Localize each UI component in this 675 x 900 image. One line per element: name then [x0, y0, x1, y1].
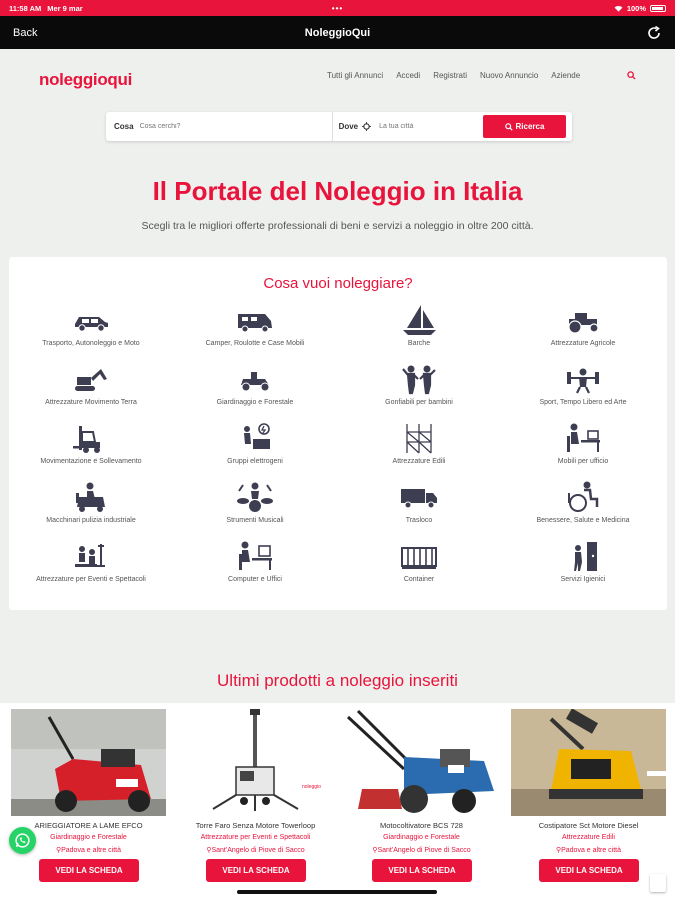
- category-musicali[interactable]: Strumenti Musicali: [173, 481, 337, 524]
- scaffold-icon: [399, 422, 439, 454]
- category-mobili-ufficio[interactable]: Mobili per ufficio: [501, 422, 665, 465]
- product-name: Torre Faro Senza Motore Towerloop: [195, 821, 316, 830]
- app-nav-bar: [0, 16, 675, 49]
- category-trasloco[interactable]: Trasloco: [337, 481, 501, 524]
- product-image[interactable]: [511, 709, 666, 816]
- excavator-icon: [71, 363, 111, 395]
- drums-icon: [235, 481, 275, 513]
- location-target-icon[interactable]: [362, 122, 371, 131]
- tractor-icon: [563, 304, 603, 336]
- weights-icon: [563, 363, 603, 395]
- vedi-scheda-button[interactable]: VEDI LA SCHEDA: [39, 859, 139, 882]
- category-barche[interactable]: Barche: [337, 304, 501, 347]
- pin-icon: ⚲: [555, 847, 562, 854]
- nav-title: NoleggioQui: [304, 26, 371, 39]
- battery-percent: 100%: [626, 3, 646, 13]
- product-name: ARIEGGIATORE A LAME EFCO: [34, 821, 143, 830]
- whatsapp-icon: [14, 832, 31, 849]
- top-menu: [327, 71, 593, 80]
- category-camper[interactable]: Camper, Roulotte e Case Mobili: [173, 304, 337, 347]
- product-name: Costipatore Sct Motore Diesel: [538, 821, 639, 830]
- product-location: ⚲Sant'Angelo di Piove di Sacco: [372, 847, 471, 854]
- cleaning-machine-icon: [71, 481, 111, 513]
- search-divider: [332, 112, 333, 141]
- search-icon[interactable]: [627, 71, 636, 80]
- home-indicator: [237, 890, 437, 894]
- product-category: Giardinaggio e Forestale: [50, 834, 127, 841]
- camper-icon: [235, 304, 275, 336]
- product-card[interactable]: [344, 703, 499, 900]
- svg-text:noleggio: noleggio: [302, 784, 321, 790]
- category-agricole[interactable]: Attrezzature Agricole: [501, 304, 665, 347]
- category-eventi[interactable]: Attrezzature per Eventi e Spettacoli: [9, 540, 173, 583]
- wheelchair-icon: [563, 481, 603, 513]
- product-location: ⚲Sant'Angelo di Piove di Sacco: [206, 847, 305, 854]
- product-card[interactable]: [178, 703, 333, 900]
- status-dots: •••: [331, 3, 344, 13]
- web-page: [0, 49, 675, 900]
- category-giardinaggio[interactable]: Giardinaggio e Forestale: [173, 363, 337, 406]
- product-category: Giardinaggio e Forestale: [383, 834, 460, 841]
- category-trasporto[interactable]: Trasporto, Autonoleggio e Moto: [9, 304, 173, 347]
- category-igienici[interactable]: Servizi Igienici: [501, 540, 665, 583]
- product-category: Attrezzature Edili: [562, 834, 615, 841]
- product-location: ⚲Padova e altre città: [55, 847, 122, 854]
- dove-label: Dove: [338, 122, 359, 131]
- product-image[interactable]: [344, 709, 499, 816]
- pin-icon: ⚲: [372, 847, 378, 854]
- ricerca-label: Ricerca: [515, 122, 545, 131]
- categories-card: [9, 257, 667, 610]
- status-bar: [0, 0, 675, 16]
- hero-subtitle: Scegli tra le migliori offerte professionali di beni e servizi a noleggio in oltre 200 città.: [141, 220, 534, 232]
- vedi-scheda-button[interactable]: VEDI LA SCHEDA: [206, 859, 306, 882]
- product-card[interactable]: [511, 703, 666, 900]
- menu-item-aziende[interactable]: Aziende: [551, 71, 581, 80]
- pin-icon: ⚲: [55, 847, 62, 854]
- forklift-icon: [71, 422, 111, 454]
- truck-icon: [399, 481, 439, 513]
- vedi-scheda-button[interactable]: VEDI LA SCHEDA: [372, 859, 472, 882]
- category-sollevamento[interactable]: Movimentazione e Sollevamento: [9, 422, 173, 465]
- category-gonfiabili[interactable]: Gonfiabili per bambini: [337, 363, 501, 406]
- product-card[interactable]: [11, 703, 166, 900]
- cosa-label: Cosa: [114, 122, 134, 131]
- menu-item-annunci[interactable]: Tutti gli Annunci: [327, 71, 384, 80]
- reload-icon[interactable]: [646, 25, 662, 41]
- lawnmower-icon: [235, 363, 275, 395]
- product-image[interactable]: [178, 709, 333, 816]
- vedi-scheda-button[interactable]: VEDI LA SCHEDA: [539, 859, 639, 882]
- sailboat-icon: [399, 304, 439, 336]
- products-strip: [0, 703, 675, 900]
- menu-item-registrati[interactable]: Registrati: [433, 71, 467, 80]
- status-time: 11:58 AM: [9, 3, 42, 13]
- car-icon: [71, 304, 111, 336]
- product-category: Attrezzature per Eventi e Spettacoli: [200, 834, 311, 841]
- recaptcha-badge[interactable]: [650, 874, 666, 892]
- site-logo[interactable]: noleggioqui: [39, 70, 133, 89]
- office-desk-icon: [563, 422, 603, 454]
- category-computer[interactable]: Computer e Uffici: [173, 540, 337, 583]
- category-benessere[interactable]: Benessere, Salute e Medicina: [501, 481, 665, 524]
- search-icon: [505, 123, 513, 131]
- whatsapp-button[interactable]: [9, 827, 36, 854]
- menu-item-accedi[interactable]: Accedi: [396, 71, 421, 80]
- battery-icon: [650, 5, 666, 12]
- status-date: Mer 9 mar: [47, 3, 83, 13]
- category-movimento-terra[interactable]: Attrezzature Movimento Terra: [9, 363, 173, 406]
- pin-icon: ⚲: [206, 847, 212, 854]
- product-location: ⚲Padova e altre città: [555, 847, 622, 854]
- children-icon: [399, 363, 439, 395]
- computer-icon: [235, 540, 275, 572]
- products-heading: Ultimi prodotti a noleggio inseriti: [217, 671, 458, 690]
- back-button[interactable]: Back: [13, 26, 38, 39]
- wifi-icon: [614, 5, 623, 12]
- toilet-icon: [563, 540, 603, 572]
- event-icon: [71, 540, 111, 572]
- menu-item-nuovo-annuncio[interactable]: Nuovo Annuncio: [480, 71, 539, 80]
- categories-heading: Cosa vuoi noleggiare?: [263, 275, 413, 292]
- product-name: Motocoltivatore BCS 728: [380, 821, 463, 830]
- category-container[interactable]: Container: [337, 540, 501, 583]
- generator-icon: [235, 422, 275, 454]
- category-edili[interactable]: Attrezzature Edili: [337, 422, 501, 465]
- ricerca-button[interactable]: [483, 115, 566, 138]
- container-icon: [399, 540, 439, 572]
- hero-title: Il Portale del Noleggio in Italia: [152, 176, 523, 206]
- product-image[interactable]: [11, 709, 166, 816]
- category-pulizia[interactable]: Macchinari pulizia industriale: [9, 481, 173, 524]
- cosa-input[interactable]: [140, 123, 320, 130]
- category-sport[interactable]: Sport, Tempo Libero ed Arte: [501, 363, 665, 406]
- dove-input[interactable]: [379, 123, 464, 130]
- category-elettrogeni[interactable]: Gruppi elettrogeni: [173, 422, 337, 465]
- search-bar: [106, 112, 572, 141]
